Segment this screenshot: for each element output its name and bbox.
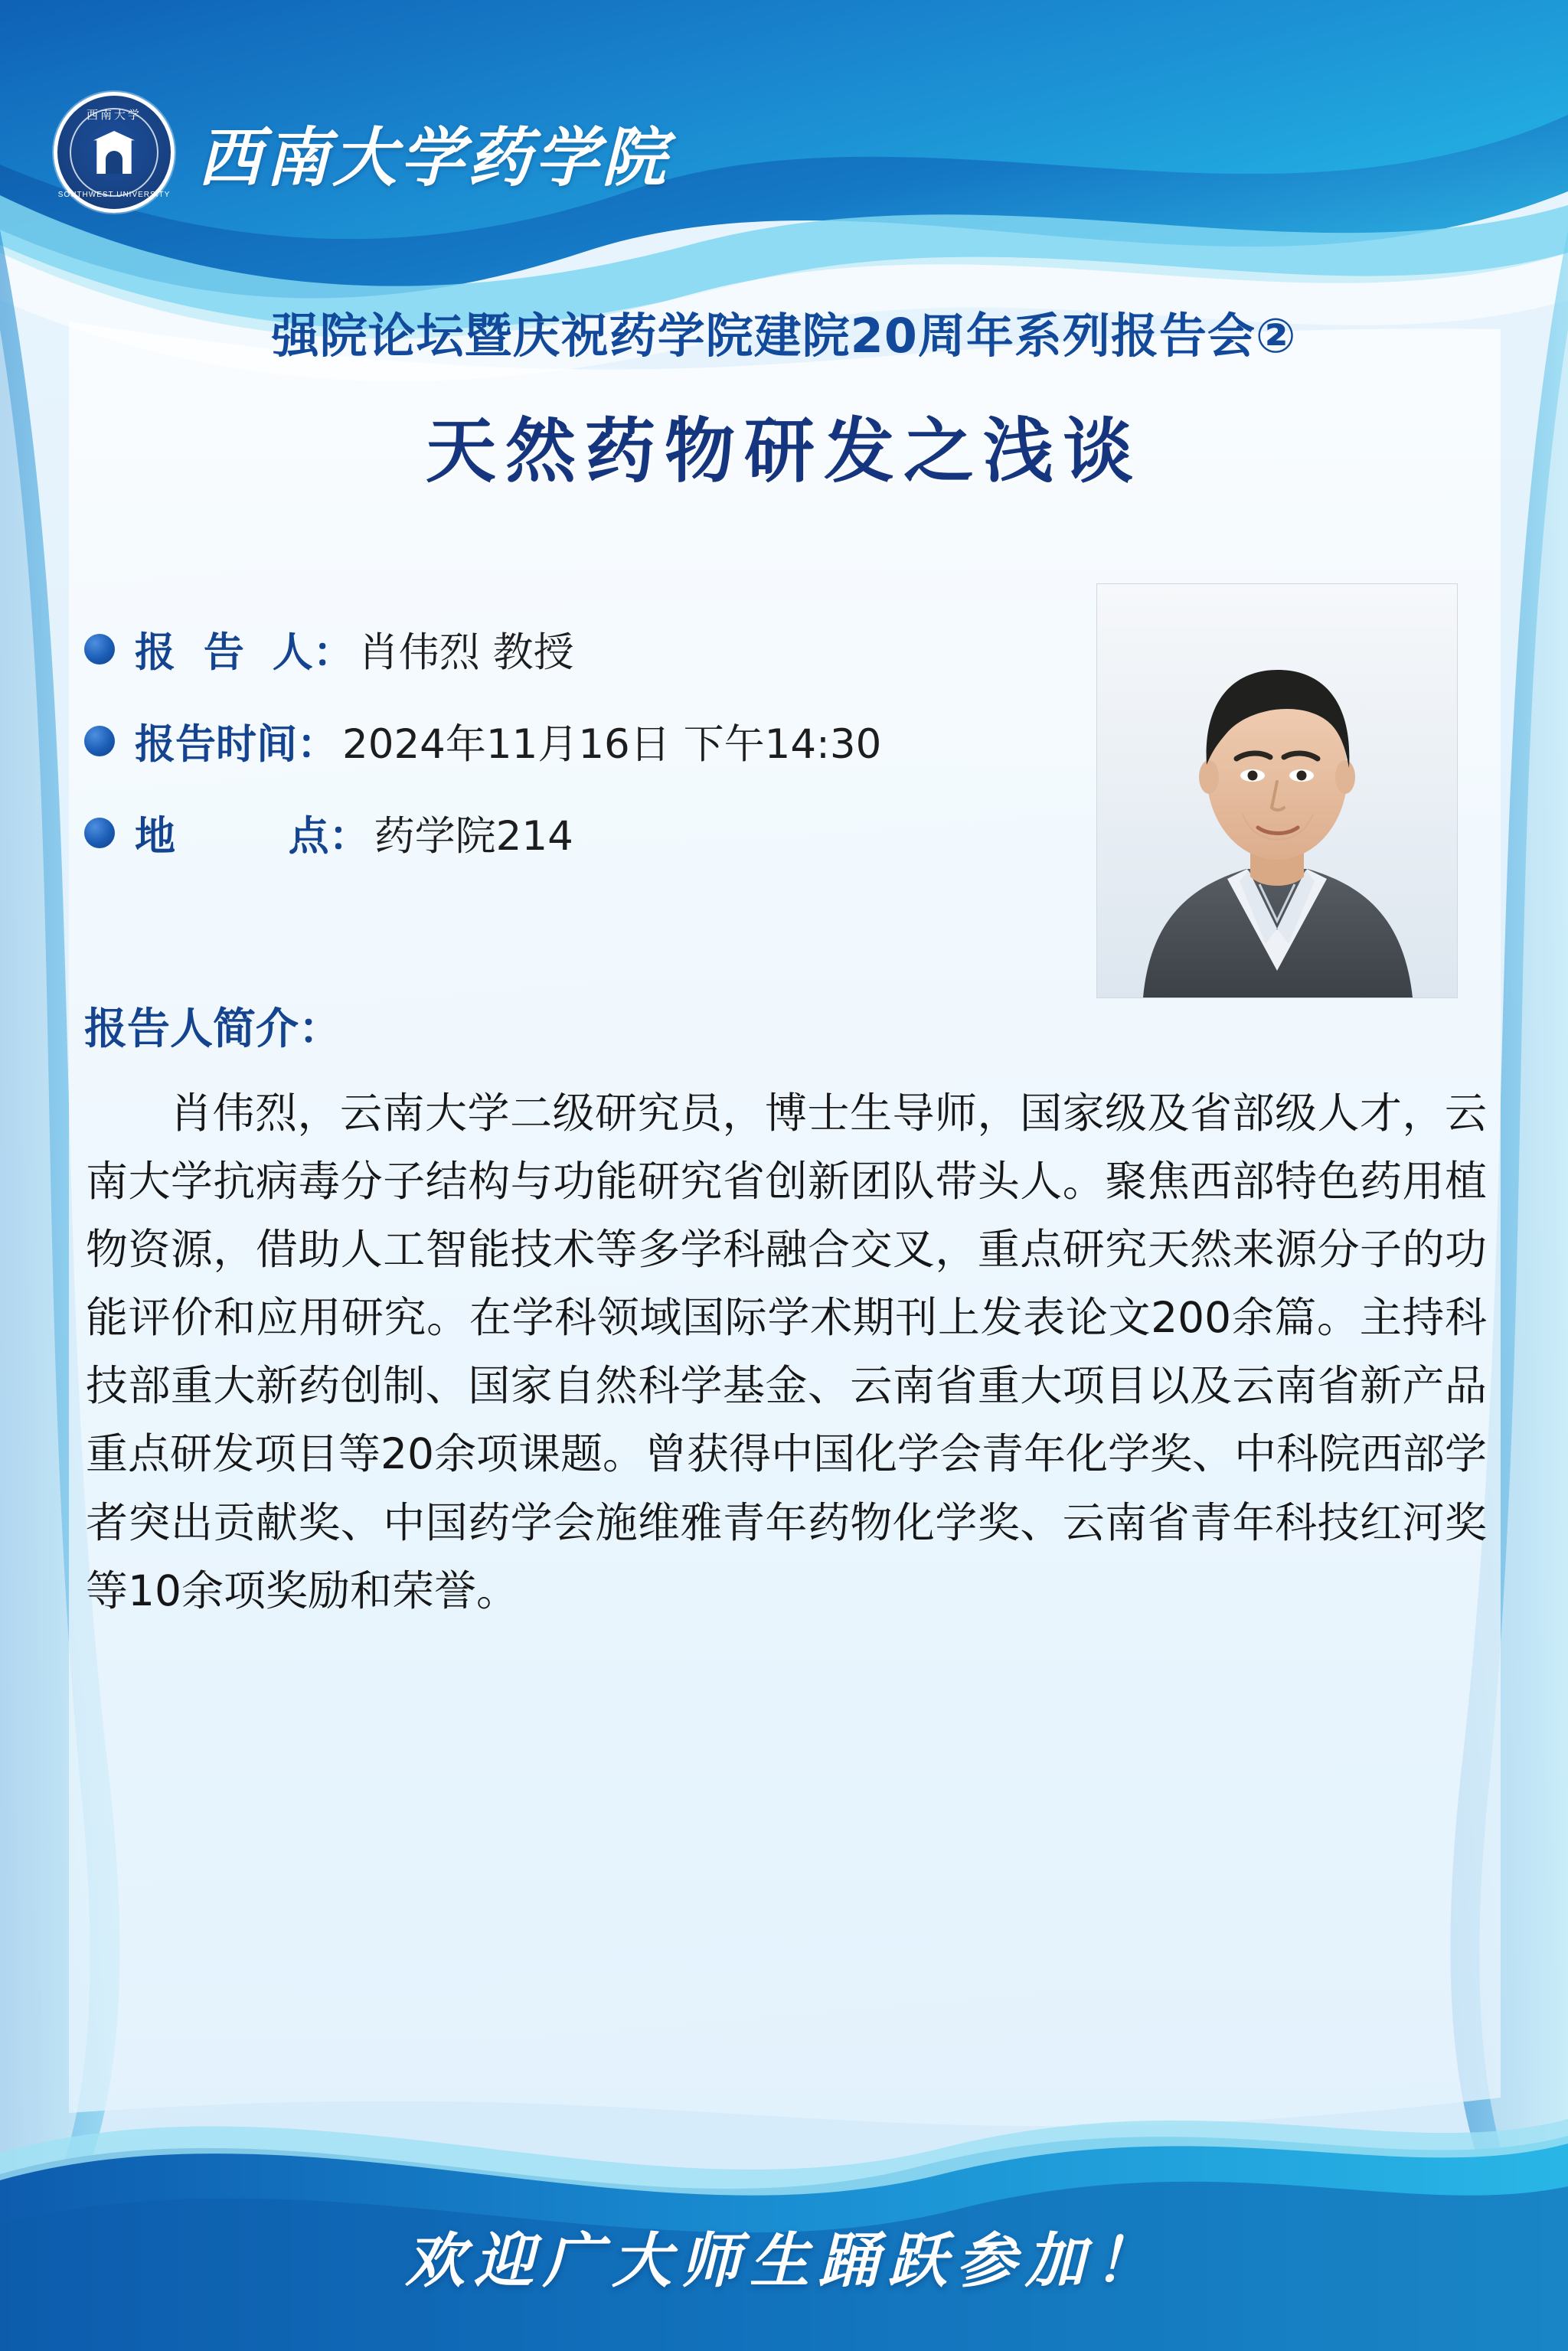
info-value-location: 药学院214 bbox=[374, 813, 573, 860]
poster-header bbox=[0, 0, 1568, 276]
page-title: 天然药物研发之浅谈 bbox=[425, 410, 1142, 492]
title-block bbox=[0, 306, 1568, 496]
series-subtitle: 强院论坛暨庆祝药学院建院20周年系列报告会② bbox=[271, 308, 1297, 364]
bio-text: 肖伟烈，云南大学二级研究员，博士生导师，国家级及省部级人才，云南大学抗病毒分子结构与功能研究省创新团队带头人。聚焦西部特色药用植物资源，借助人工智能技术等多学科融合交叉，重点研究天然来源分子的功能评价和应用研究。在学科领域国际学术期刊上发表论文200余篇。主持科技部重大新药创制、国家自然科学基金、云南省重大项目以及云南省新产品重点研发项目等20余项课题。曾获得中国化学会青年化学奖、中科院西部学者突出贡献奖、中国药学会施维雅青年药物化学奖、云南省青年科技红河奖等10余项奖励和荣誉。 bbox=[86, 1089, 1487, 1615]
bullet-icon bbox=[84, 726, 115, 756]
info-row-time bbox=[84, 712, 1041, 770]
seal-bottom-label: SOUTHWEST UNIVERSITY bbox=[57, 191, 171, 199]
university-seal-icon bbox=[54, 92, 175, 213]
info-label-location: 地 点 bbox=[135, 813, 329, 860]
info-row-speaker bbox=[84, 620, 1041, 678]
bio-heading: 报告人简介： bbox=[84, 1004, 341, 1054]
bullet-icon bbox=[84, 818, 115, 848]
poster-footer bbox=[0, 2121, 1568, 2351]
info-colon-speaker: ： bbox=[312, 630, 354, 675]
event-info-list bbox=[84, 620, 1041, 896]
bullet-icon bbox=[84, 634, 115, 664]
portrait-illustration bbox=[1097, 584, 1457, 998]
info-colon-time: ： bbox=[297, 722, 338, 767]
institution-name: 西南大学药学院 bbox=[198, 119, 670, 195]
institution-logo bbox=[54, 92, 669, 213]
info-label-time: 报告时间 bbox=[135, 721, 297, 768]
seal-top-label: 西南大学 bbox=[86, 109, 142, 122]
welcome-message: 欢迎广大师生踊跃参加！ bbox=[404, 2226, 1163, 2296]
info-value-speaker: 肖伟烈 教授 bbox=[358, 629, 574, 676]
info-colon-location: ： bbox=[328, 814, 370, 859]
info-label-speaker: 报 告 人 bbox=[135, 629, 313, 676]
info-row-location bbox=[84, 804, 1041, 862]
speaker-portrait bbox=[1096, 583, 1458, 998]
info-value-time: 2024年11月16日 下午14:30 bbox=[342, 721, 882, 768]
